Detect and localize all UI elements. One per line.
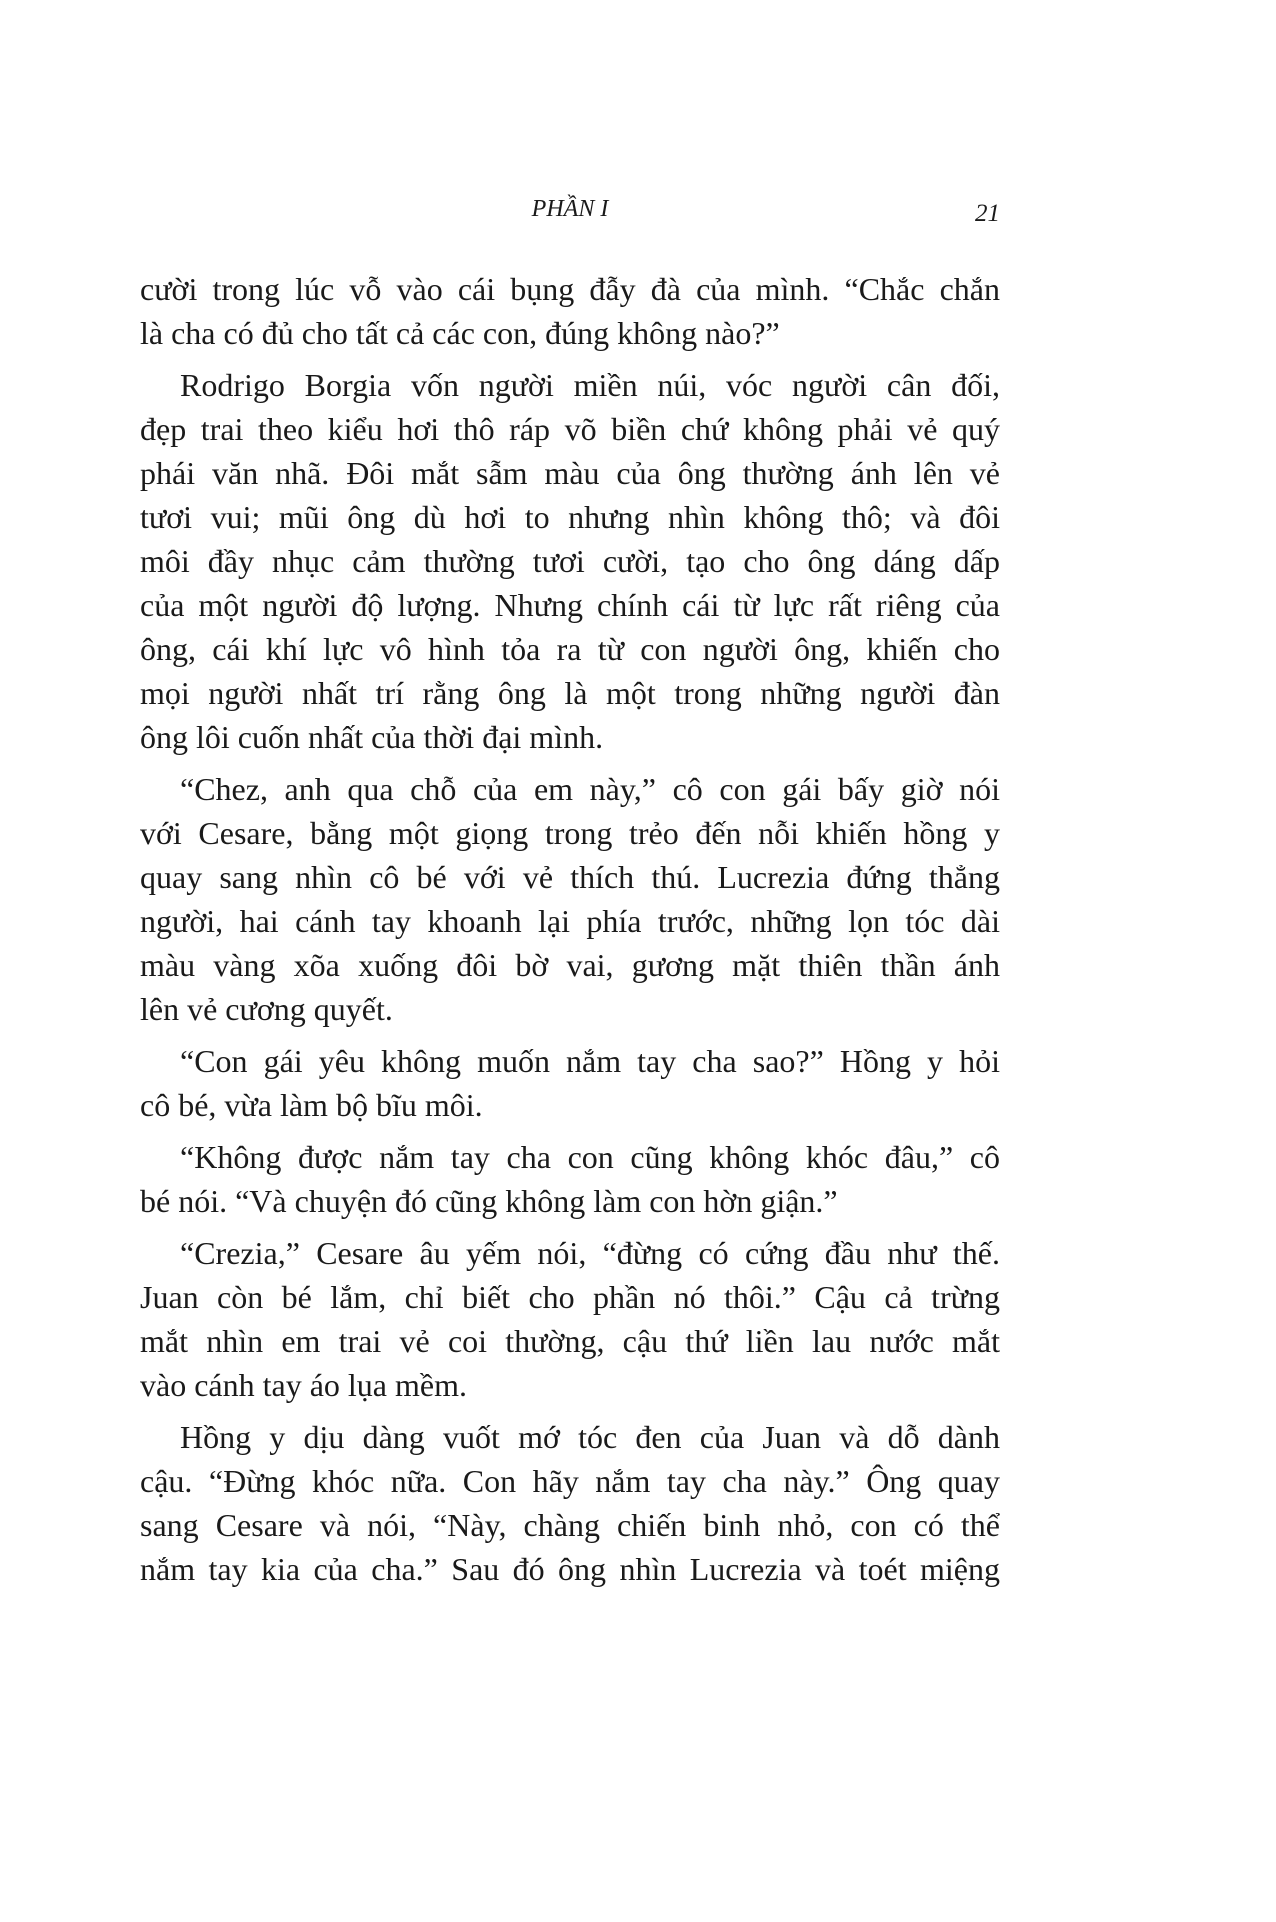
text-line: sang Cesare và nói, “Này, chàng chiến binh nhỏ, con có thể	[140, 1507, 1000, 1543]
text-line: nắm tay kia của cha.” Sau đó ông nhìn Lucrezia và toét miệng	[140, 1551, 1000, 1587]
text-line: của một người độ lượng. Nhưng chính cái từ lực rất riêng của	[140, 587, 1000, 623]
text-line: Hồng y dịu dàng vuốt mớ tóc đen của Juan và dỗ dành	[180, 1419, 1000, 1455]
text-line: người, hai cánh tay khoanh lại phía trước, những lọn tóc dài	[140, 903, 1000, 939]
text-line: quay sang nhìn cô bé với vẻ thích thú. Lucrezia đứng thẳng	[140, 859, 1000, 895]
text-line: tươi vui; mũi ông dù hơi to nhưng nhìn không thô; và đôi	[140, 499, 1000, 535]
text-line: “Chez, anh qua chỗ của em này,” cô con gái bấy giờ nói	[180, 771, 1000, 807]
paragraph	[140, 363, 1000, 759]
running-header	[140, 196, 1000, 230]
text-line: bé nói. “Và chuyện đó cũng không làm con hờn giận.”	[140, 1183, 838, 1219]
paragraph	[140, 267, 1000, 355]
text-line: là cha có đủ cho tất cả các con, đúng không nào?”	[140, 315, 780, 351]
text-line: màu vàng xõa xuống đôi bờ vai, gương mặt thiên thần ánh	[140, 947, 1000, 983]
text-line: lên vẻ cương quyết.	[140, 991, 393, 1027]
paragraph	[140, 1231, 1000, 1407]
text-line: cậu. “Đừng khóc nữa. Con hãy nắm tay cha này.” Ông quay	[140, 1463, 1000, 1499]
text-line: mắt nhìn em trai vẻ coi thường, cậu thứ liền lau nước mắt	[140, 1323, 1000, 1359]
text-line: ông, cái khí lực vô hình tỏa ra từ con người ông, khiến cho	[140, 631, 1000, 667]
paragraph	[140, 1039, 1000, 1127]
section-title: PHẦN I	[531, 196, 609, 222]
text-line: “Con gái yêu không muốn nắm tay cha sao?” Hồng y hỏi	[180, 1043, 1000, 1079]
text-line: “Không được nắm tay cha con cũng không khóc đâu,” cô	[180, 1139, 1000, 1175]
text-line: “Crezia,” Cesare âu yếm nói, “đừng có cứng đầu như thế.	[180, 1235, 1000, 1271]
text-line: Rodrigo Borgia vốn người miền núi, vóc người cân đối,	[180, 367, 1000, 403]
page-number: 21	[975, 200, 1000, 227]
text-line: môi đầy nhục cảm thường tươi cười, tạo cho ông dáng dấp	[140, 543, 1000, 579]
text-line: mọi người nhất trí rằng ông là một trong những người đàn	[140, 675, 1000, 711]
text-line: cô bé, vừa làm bộ bĩu môi.	[140, 1087, 483, 1123]
text-line: Juan còn bé lắm, chỉ biết cho phần nó thôi.” Cậu cả trừng	[140, 1279, 1000, 1315]
text-line: với Cesare, bằng một giọng trong trẻo đến nỗi khiến hồng y	[140, 815, 1000, 851]
text-line: vào cánh tay áo lụa mềm.	[140, 1367, 467, 1403]
text-line: phái văn nhã. Đôi mắt sẫm màu của ông thường ánh lên vẻ	[140, 455, 1000, 491]
body-text	[140, 267, 1000, 1591]
paragraph	[140, 1135, 1000, 1223]
text-line: đẹp trai theo kiểu hơi thô ráp võ biền chứ không phải vẻ quý	[140, 411, 1000, 447]
text-line: cười trong lúc vỗ vào cái bụng đẫy đà của mình. “Chắc chắn	[140, 271, 1000, 307]
paragraph	[140, 767, 1000, 1031]
paragraph	[140, 1415, 1000, 1591]
text-line: ông lôi cuốn nhất của thời đại mình.	[140, 719, 604, 755]
